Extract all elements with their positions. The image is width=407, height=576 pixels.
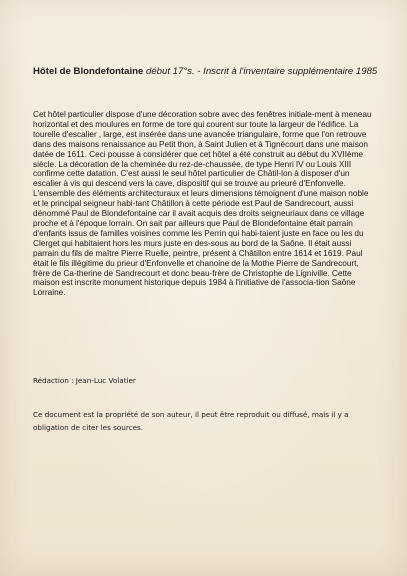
document-body: Cet hôtel particulier dispose d'une décoration sobre avec des fenêtres initiale-ment à meneau horizontal et des moulures en forme de tore qui courent sur toute la largeur de l'édifice. La tourelle d'escalier , large, est insérée dans une avancée triangulaire, forme que l'on retrouve dans des maisons renaissance au Petit thon, à Saint Julien et à Tignécourt dans une maison datée de 1611. Ceci pousse à considérer que cet hôtel a été construit au début du XVIIème siècle. La décoration de la cheminée du rez-de-chaussée, de type Henri IV ou Louis XIII confirme cette datation. C'est aussi le seul hôtel particulier de Châtil-lon à disposer d'un escalier à vis qui descend vers la cave, dispositif qui se trouve au prieuré d'Enfonvelle. L'ensemble des éléments architecturaux et leurs dimensions témoignent d'une maison noble et le principal seigneur habi-tant Châtillon à cette période est Paul de Sandrecourt, aussi dénommé Paul de Blondefontaine car il avait acquis des droits seigneuriaux dans ce village proche et à l'époque lorrain. On sait par ailleurs que Paul de Blondefontaine était parrain d'enfants issus de familles voisines comme les Perrin qui habi-taient juste en face ou les du Clerget qui habitaient hors les murs juste en des-sous au bord de la Saône. Il était aussi parrain du fils de maître Pierre Ruelle, peintre, présent à Châtillon entre 1614 et 1619. Paul était le fils illégitime du prieur d'Enfonvelle et chanoine de la Mothe Pierre de Sandrecourt, frère de Ca-therine de Sandrecourt et donc beau-frère de Christophe de Ligniville. Cette maison est inscrite monument historique depuis 1984 à l'initiative de l'associa-tion Saône Lorraine. [33,110,372,298]
document-subtitle: début 17°s. - Inscrit à l'inventaire supplémentaire 1985 [146,66,378,77]
author-credit: Rédaction : Jean-Luc Volatier [33,376,136,385]
document-heading [33,66,378,77]
copyright-notice: Ce document est la propriété de son auteur, il peut être reproduit ou diffusé, mais il y a obligation de citer les sources. [33,410,349,432]
document-title: Hôtel de Blondefontaine [33,66,144,77]
